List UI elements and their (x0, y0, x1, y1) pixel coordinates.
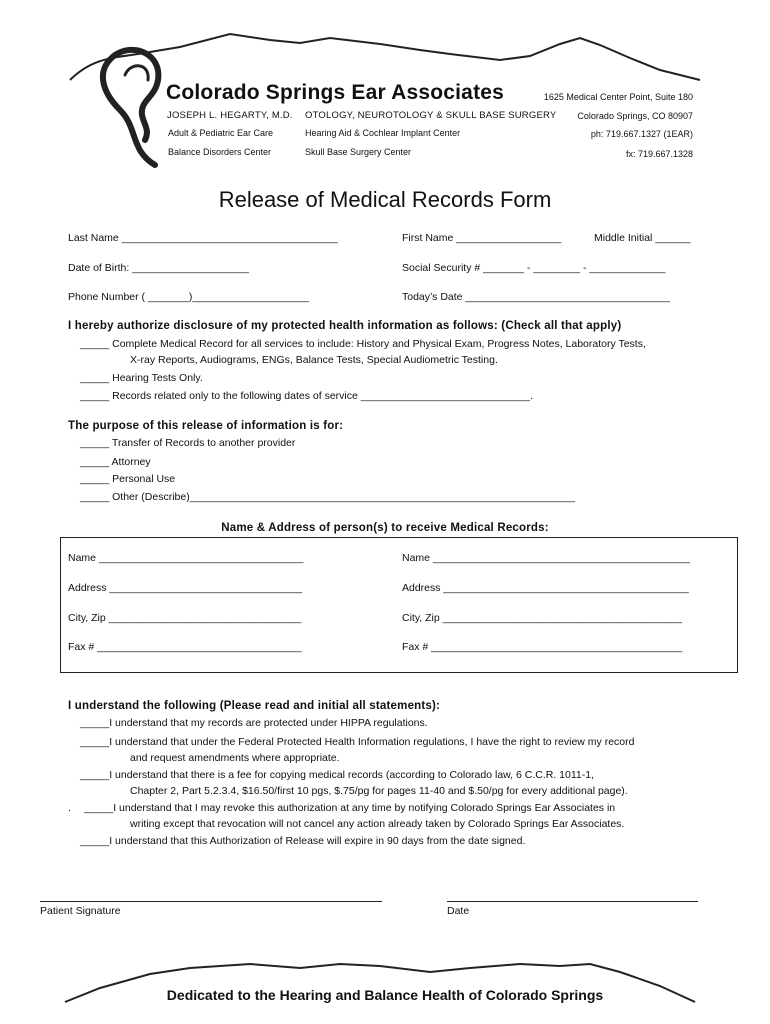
recipient2-address[interactable]: Address __________________________________________ (402, 582, 689, 594)
dob-field[interactable]: Date of Birth: ____________________ (68, 262, 249, 274)
recipient2-city-zip[interactable]: City, Zip _________________________________________ (402, 612, 683, 624)
service-skull-base: Skull Base Surgery Center (305, 147, 412, 157)
ear-inner (125, 66, 148, 80)
patient-signature-line[interactable] (40, 901, 382, 902)
service-hearing-aid: Hearing Aid & Cochlear Implant Center (305, 128, 461, 138)
patient-signature-label: Patient Signature (40, 905, 121, 917)
recipient1-city-zip[interactable]: City, Zip _________________________________ (68, 612, 302, 624)
statement-hipaa[interactable]: _____I understand that my records are protected under HIPPA regulations. (80, 717, 428, 729)
authorize-dates-of-service[interactable]: _____ Records related only to the following dates of service _____________________________. (80, 390, 534, 402)
recipient1-fax[interactable]: Fax # ___________________________________ (68, 641, 302, 653)
ssn-field[interactable]: Social Security # _______ - ________ - _____________ (402, 262, 666, 274)
purpose-transfer[interactable]: _____ Transfer of Records to another provider (80, 437, 296, 449)
phone-number: ph: 719.667.1327 (1EAR) (590, 129, 693, 139)
practice-name: Colorado Springs Ear Associates (166, 81, 505, 104)
recipients-heading: Name & Address of person(s) to receive Medical Records: (221, 522, 549, 534)
statement-review-rights[interactable]: _____I understand that under the Federal Protected Health Information regulations, I have the right to review my record (80, 736, 635, 748)
todays-date-field[interactable]: Today’s Date ___________________________________ (402, 291, 670, 303)
last-name-field[interactable]: Last Name _____________________________________ (68, 232, 338, 244)
address-line2: Colorado Springs, CO 80907 (577, 111, 693, 121)
recipient1-name[interactable]: Name ___________________________________ (68, 552, 304, 564)
fax-number: fx: 719.667.1328 (625, 149, 693, 159)
mountain-outline (70, 34, 700, 80)
statement-copy-fee[interactable]: _____I understand that there is a fee for copying medical records (according to Colorado law, 6 C.C.R. 1011-1, (80, 769, 595, 781)
middle-initial-field[interactable]: Middle Initial ______ (594, 232, 691, 244)
phone-field[interactable]: Phone Number ( _______)____________________ (68, 291, 310, 303)
statement-copy-fee-cont: Chapter 2, Part 5.2.3.4, $16.50/first 10 pgs, $.75/pg for pages 11-40 and $.50/pg for every additional page). (130, 785, 628, 797)
recipient2-fax[interactable]: Fax # ___________________________________________ (402, 641, 683, 653)
purpose-heading: The purpose of this release of information is for: (68, 420, 344, 432)
understand-heading: I understand the following (Please read and initial all statements): (68, 700, 441, 712)
service-adult-pediatric: Adult & Pediatric Ear Care (168, 128, 274, 138)
statement-revoke-cont: writing except that revocation will not cancel any action already taken by Colorado Springs Ear Associates. (130, 818, 625, 830)
recipient2-name[interactable]: Name ____________________________________________ (402, 552, 690, 564)
doctor-name: JOSEPH L. HEGARTY, M.D. (167, 110, 293, 121)
first-name-field[interactable]: First Name __________________ (402, 232, 562, 244)
authorize-complete-record[interactable]: _____ Complete Medical Record for all services to include: History and Physical Exam, Progress Notes, Laboratory Tests, (80, 338, 646, 350)
purpose-personal-use[interactable]: _____ Personal Use (80, 473, 176, 485)
date-line[interactable] (447, 901, 698, 902)
authorize-hearing-tests[interactable]: _____ Hearing Tests Only. (80, 372, 203, 384)
recipient1-address[interactable]: Address _________________________________ (68, 582, 303, 594)
purpose-attorney[interactable]: _____ Attorney (80, 456, 151, 468)
statement-expiration[interactable]: _____I understand that this Authorization of Release will expire in 90 days from the date signed. (80, 835, 526, 847)
statement-revoke[interactable]: _____I understand that I may revoke this authorization at any time by notifying Colorado Springs Ear Associates in (84, 802, 616, 814)
footer-tagline: Dedicated to the Hearing and Balance Health of Colorado Springs (166, 987, 604, 1003)
service-balance: Balance Disorders Center (168, 147, 272, 157)
date-label: Date (447, 905, 470, 917)
authorize-complete-record-cont: X-ray Reports, Audiograms, ENGs, Balance Tests, Special Audiometric Testing. (130, 354, 498, 366)
specialty: OTOLOGY, NEUROTOLOGY & SKULL BASE SURGERY (305, 110, 557, 121)
statement-review-rights-cont: and request amendments where appropriate. (130, 752, 340, 764)
purpose-other[interactable]: _____ Other (Describe)__________________________________________________________________ (80, 491, 576, 503)
authorize-heading: I hereby authorize disclosure of my protected health information as follows: (Check all that apply) (68, 320, 622, 332)
stray-dot: . (68, 802, 71, 814)
form-title: Release of Medical Records Form (218, 187, 552, 212)
address-line1: 1625 Medical Center Point, Suite 180 (543, 92, 693, 102)
